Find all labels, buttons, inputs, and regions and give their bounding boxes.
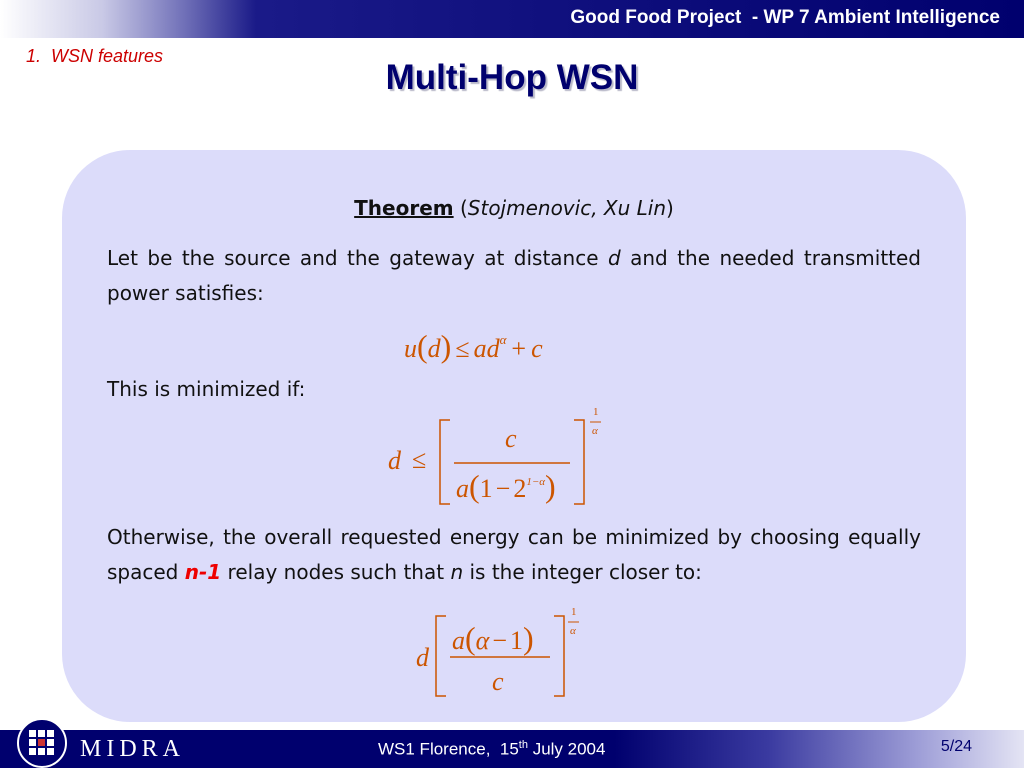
theorem-panel	[62, 150, 966, 722]
f2-d: d	[388, 446, 401, 475]
para3-n-minus-1: n-1	[184, 560, 222, 584]
f3-outer-den: α	[570, 625, 576, 637]
footer-date-sup: th	[518, 739, 528, 751]
section-label: 1. WSN features	[26, 46, 164, 66]
f1-c: c	[531, 334, 543, 363]
header-bar	[0, 0, 1024, 38]
paragraph-relay-nodes	[107, 520, 921, 590]
f1-d: d	[427, 334, 441, 363]
formula-power: $u(d) \le ad^\alpha + c$	[404, 328, 543, 364]
para1-text-a: Let be the source and the gateway at distance	[107, 246, 608, 270]
f2-minus: −	[495, 474, 511, 503]
f2-one: 1	[479, 474, 493, 503]
f2-outer-den: α	[592, 425, 598, 437]
f3-numerator: a(α − 1)	[452, 620, 534, 656]
theorem-close-paren: )	[666, 196, 674, 220]
paragraph-source-gateway	[107, 241, 921, 311]
slide-title: Multi-Hop WSN	[385, 58, 639, 97]
f2-a: a	[456, 474, 469, 503]
f1-ad: ad	[473, 334, 500, 363]
footer-date-prefix: WS1 Florence, 15	[378, 739, 519, 759]
theorem-heading	[107, 196, 921, 220]
f2-exp: 1−α	[526, 476, 546, 488]
para1-var-d: d	[607, 246, 621, 270]
f1-u: u	[404, 334, 417, 363]
midra-logo-text: MIDRA	[80, 736, 186, 762]
f2-num-c: c	[505, 424, 517, 453]
f2-two: 2	[513, 474, 527, 503]
f1-alpha: α	[499, 332, 507, 347]
f3-minus: −	[492, 626, 507, 655]
f2-outer-num: 1	[593, 406, 599, 418]
para3-text-a: Otherwise, the overall requested energy can be minimized by choosing equally spaced	[107, 525, 921, 584]
para1-text-b: and the needed transmitted power satisfies:	[107, 246, 921, 305]
f3-alpha: α	[475, 626, 490, 655]
f1-plus: +	[511, 334, 527, 363]
f1-leq: ≤	[455, 334, 470, 363]
page-number: 5/24	[940, 738, 972, 755]
paragraph-minimized: This is minimized if:	[107, 377, 306, 401]
theorem-authors: Stojmenovic, Xu Lin	[467, 196, 667, 220]
project-title: Good Food Project - WP 7 Ambient Intelligence	[570, 7, 1000, 28]
theorem-keyword: Theorem	[354, 196, 454, 220]
para3-text-b: relay nodes such that	[221, 560, 451, 584]
f3-outer-num: 1	[571, 606, 577, 618]
f3-d: d	[416, 643, 429, 672]
para3-var-n: n	[450, 560, 464, 584]
f2-leq: ≤	[412, 445, 427, 474]
f3-den-c: c	[492, 667, 504, 696]
f2-denominator: $a(1 - 2^{1-\alpha})$	[456, 468, 556, 504]
footer-date-suffix: July 2004	[527, 739, 606, 759]
theorem-open-paren: (	[453, 196, 468, 220]
midra-logo-icon	[12, 718, 72, 768]
f3-one: 1	[509, 626, 523, 655]
para3-text-c: is the integer closer to:	[463, 560, 702, 584]
f3-a: a	[452, 626, 465, 655]
footer-event-date	[378, 739, 605, 760]
